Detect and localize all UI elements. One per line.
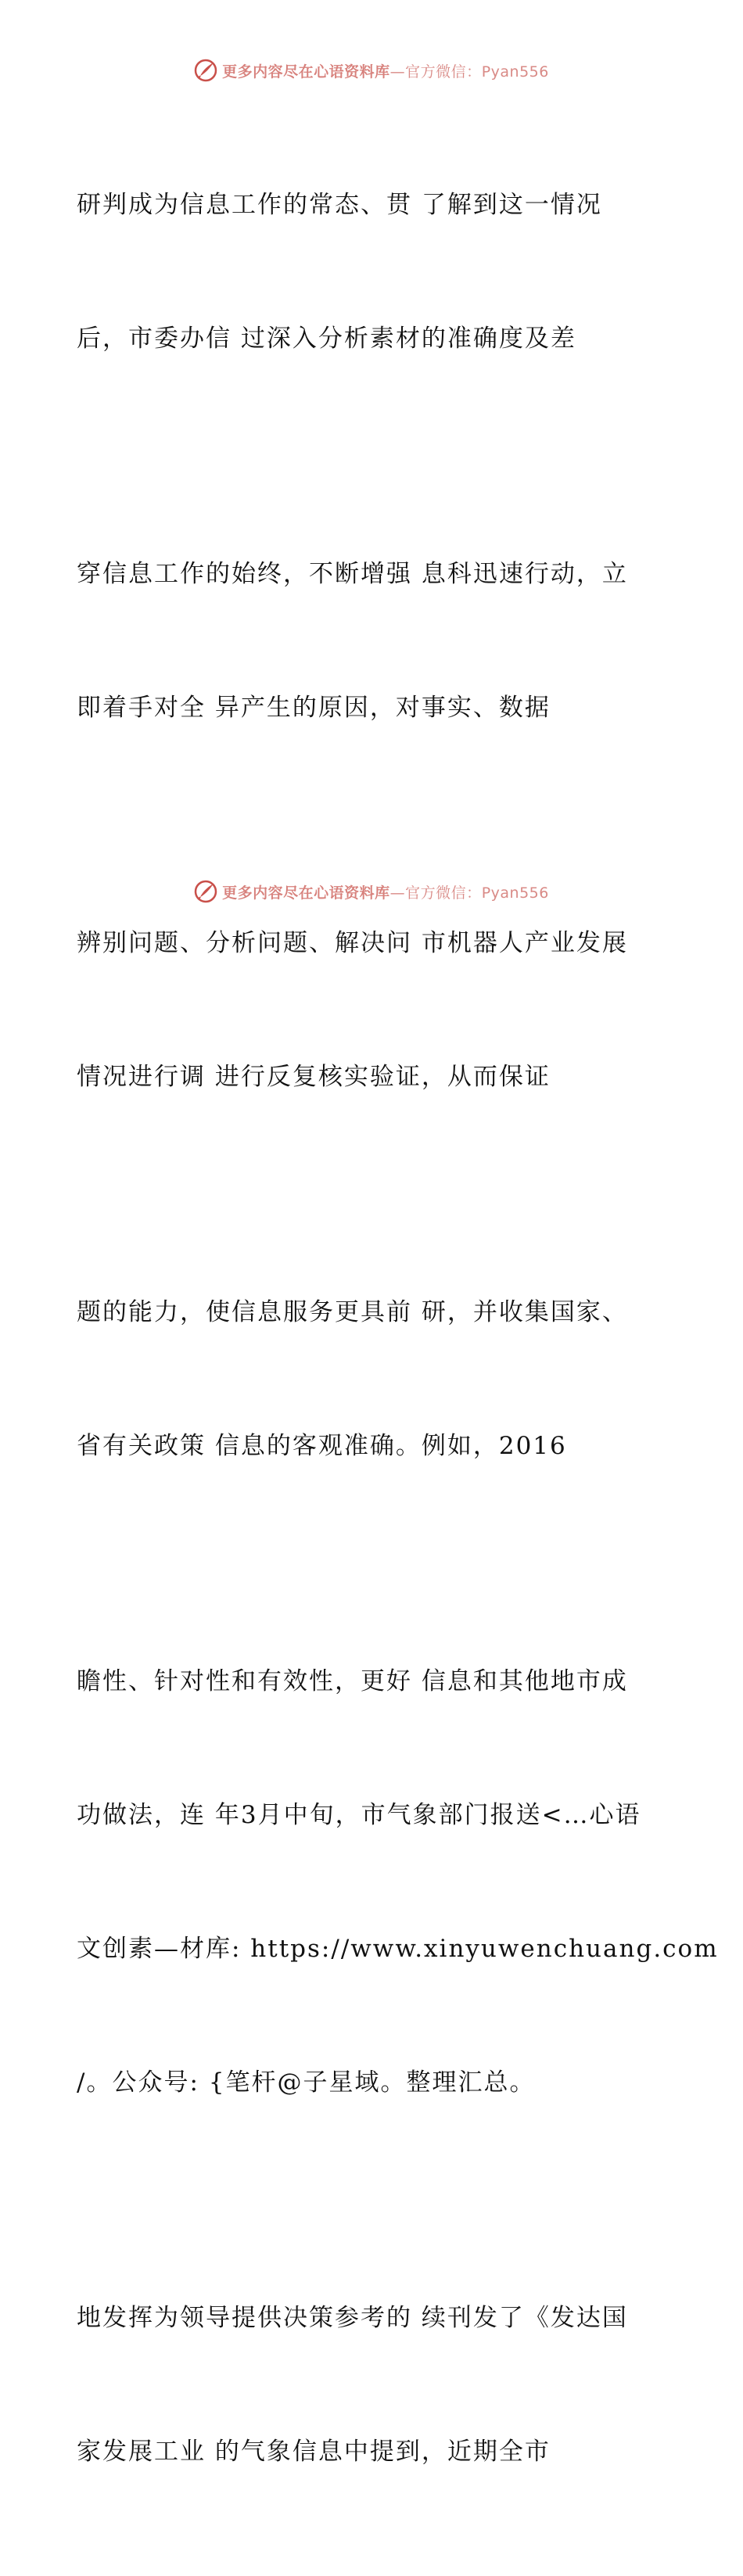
text-line: 瞻性、针对性和有效性，更好 信息和其他地市成 (77, 1667, 628, 1695)
text-line: 后，市委办信 过深入分析素材的准确度及差 (77, 325, 576, 353)
document-body (77, 94, 719, 2576)
text-line: 即着手对全 异产生的原因，对事实、数据 (77, 694, 551, 722)
text-line: 研判成为信息工作的常态、贯 了解到这一情况 (77, 191, 602, 219)
text-line: 情况进行调 进行反复核实验证，从而保证 (77, 1063, 551, 1091)
text-line: 家发展工业 的气象信息中提到，近期全市 (77, 2438, 551, 2466)
paragraph (77, 1570, 719, 2194)
paragraph (77, 94, 671, 450)
quill-logo-icon (194, 59, 217, 82)
header-watermark-text: 更多内容尽在心语资料库—官方微信：Pyan556 (222, 63, 549, 81)
text-line: /。公众号: {笔杆@子星域。整理汇总。 (77, 2068, 536, 2097)
header-watermark (0, 55, 743, 86)
paragraph (77, 1201, 671, 1558)
text-line: 功做法，连 年3月中旬，市气象部门报送<…心语 (77, 1801, 641, 1829)
text-line: 辨别问题、分析问题、解决问 市机器人产业发展 (77, 929, 628, 957)
footer-watermark-text: 更多内容尽在心语资料库—官方微信：Pyan556 (222, 884, 549, 902)
footer-watermark (0, 876, 743, 907)
text-line: 文创素—材库: https://www.xinyuwenchuang.com (77, 1935, 719, 1963)
text-line: 穿信息工作的始终，不断增强 息科迅速行动，立 (77, 560, 628, 588)
paragraph (77, 463, 671, 820)
text-line: 省有关政策 信息的客观准确。例如，2016 (77, 1432, 567, 1460)
text-line: 题的能力，使信息服务更具前 研，并收集国家、 (77, 1298, 628, 1326)
quill-logo-icon (194, 880, 217, 903)
text-line: 地发挥为领导提供决策参考的 续刊发了《发达国 (77, 2304, 628, 2332)
paragraph (77, 2207, 671, 2563)
